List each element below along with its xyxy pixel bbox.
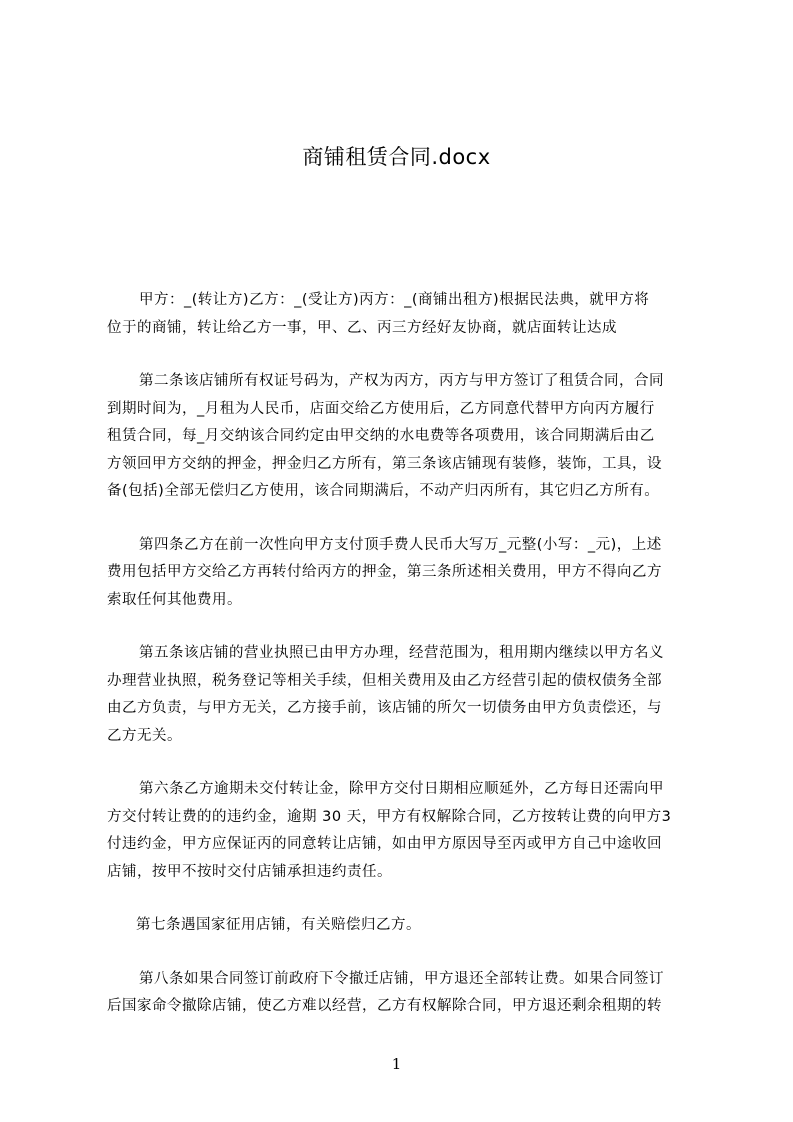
paragraph-article-8: 第八条如果合同签订前政府下令撤迁店铺，甲方退还全部转让费。如果合同签订 后国家命令撤除店铺，使乙方难以经营，乙方有权解除合同，甲方退还剩余租期的转 xyxy=(107,970,664,1014)
paragraph-parties: 甲方：_(转让方)乙方：_(受让方)丙方：_(商铺出租方)根据民法典，就甲方将 位于的商铺，转让给乙方一事，甲、乙、丙三方经好友协商，就店面转让达成 xyxy=(107,292,650,336)
paragraph-article-4: 第四条乙方在前一次性向甲方支付顶手费人民币大写万_元整(小写：_元)，上述 费用包括甲方交给乙方再转付给丙方的押金，第三条所述相关费用，甲方不得向乙方 索取任何其他费用。 xyxy=(107,536,662,608)
paragraph-article-2: 第二条该店铺所有权证号码为，产权为丙方，丙方与甲方签订了租赁合同，合同 到期时间为，_月租为人民币，店面交给乙方使用后，乙方同意代替甲方向丙方履行 租赁合同，每_月交纳该合同约定由甲交纳的水电费等各项费用，该合同期满后由乙 方领回甲方交纳的押金，押金归乙方所有，第三条该店铺现有装修，装饰，工具，设 备(包括)全部无偿归乙方使用，该合同期满后，不动产归丙所有，其它归乙方所有。 xyxy=(107,373,664,499)
paragraph-article-6: 第六条乙方逾期未交付转让金，除甲方交付日期相应顺延外，乙方每日还需向甲 方交付转让费的的违约金，逾期 30 天，甲方有权解除合同，乙方按转让费的向甲方3 付违约金，甲方应保证丙的同意转让店铺，如由甲方原因导至丙或甲方自己中途收回 店铺，按甲不按时交付店铺承担违约责任。 xyxy=(107,781,672,880)
document-title: 商铺租赁合同.docx xyxy=(302,145,491,169)
paragraph-article-7: 第七条遇国家征用店铺，有关赔偿归乙方。 xyxy=(136,917,421,933)
paragraph-article-5: 第五条该店铺的营业执照已由甲方办理，经营范围为，租用期内继续以甲方名义 办理营业执照，税务登记等相关手续，但相关费用及由乙方经营引起的债权债务全部 由乙方负责，与甲方无关，乙方接手前，该店铺的所欠一切债务由甲方负责偿还，与 乙方无关。 xyxy=(107,645,664,744)
document-body xyxy=(107,287,699,1047)
page-number: 1 xyxy=(391,1055,402,1073)
